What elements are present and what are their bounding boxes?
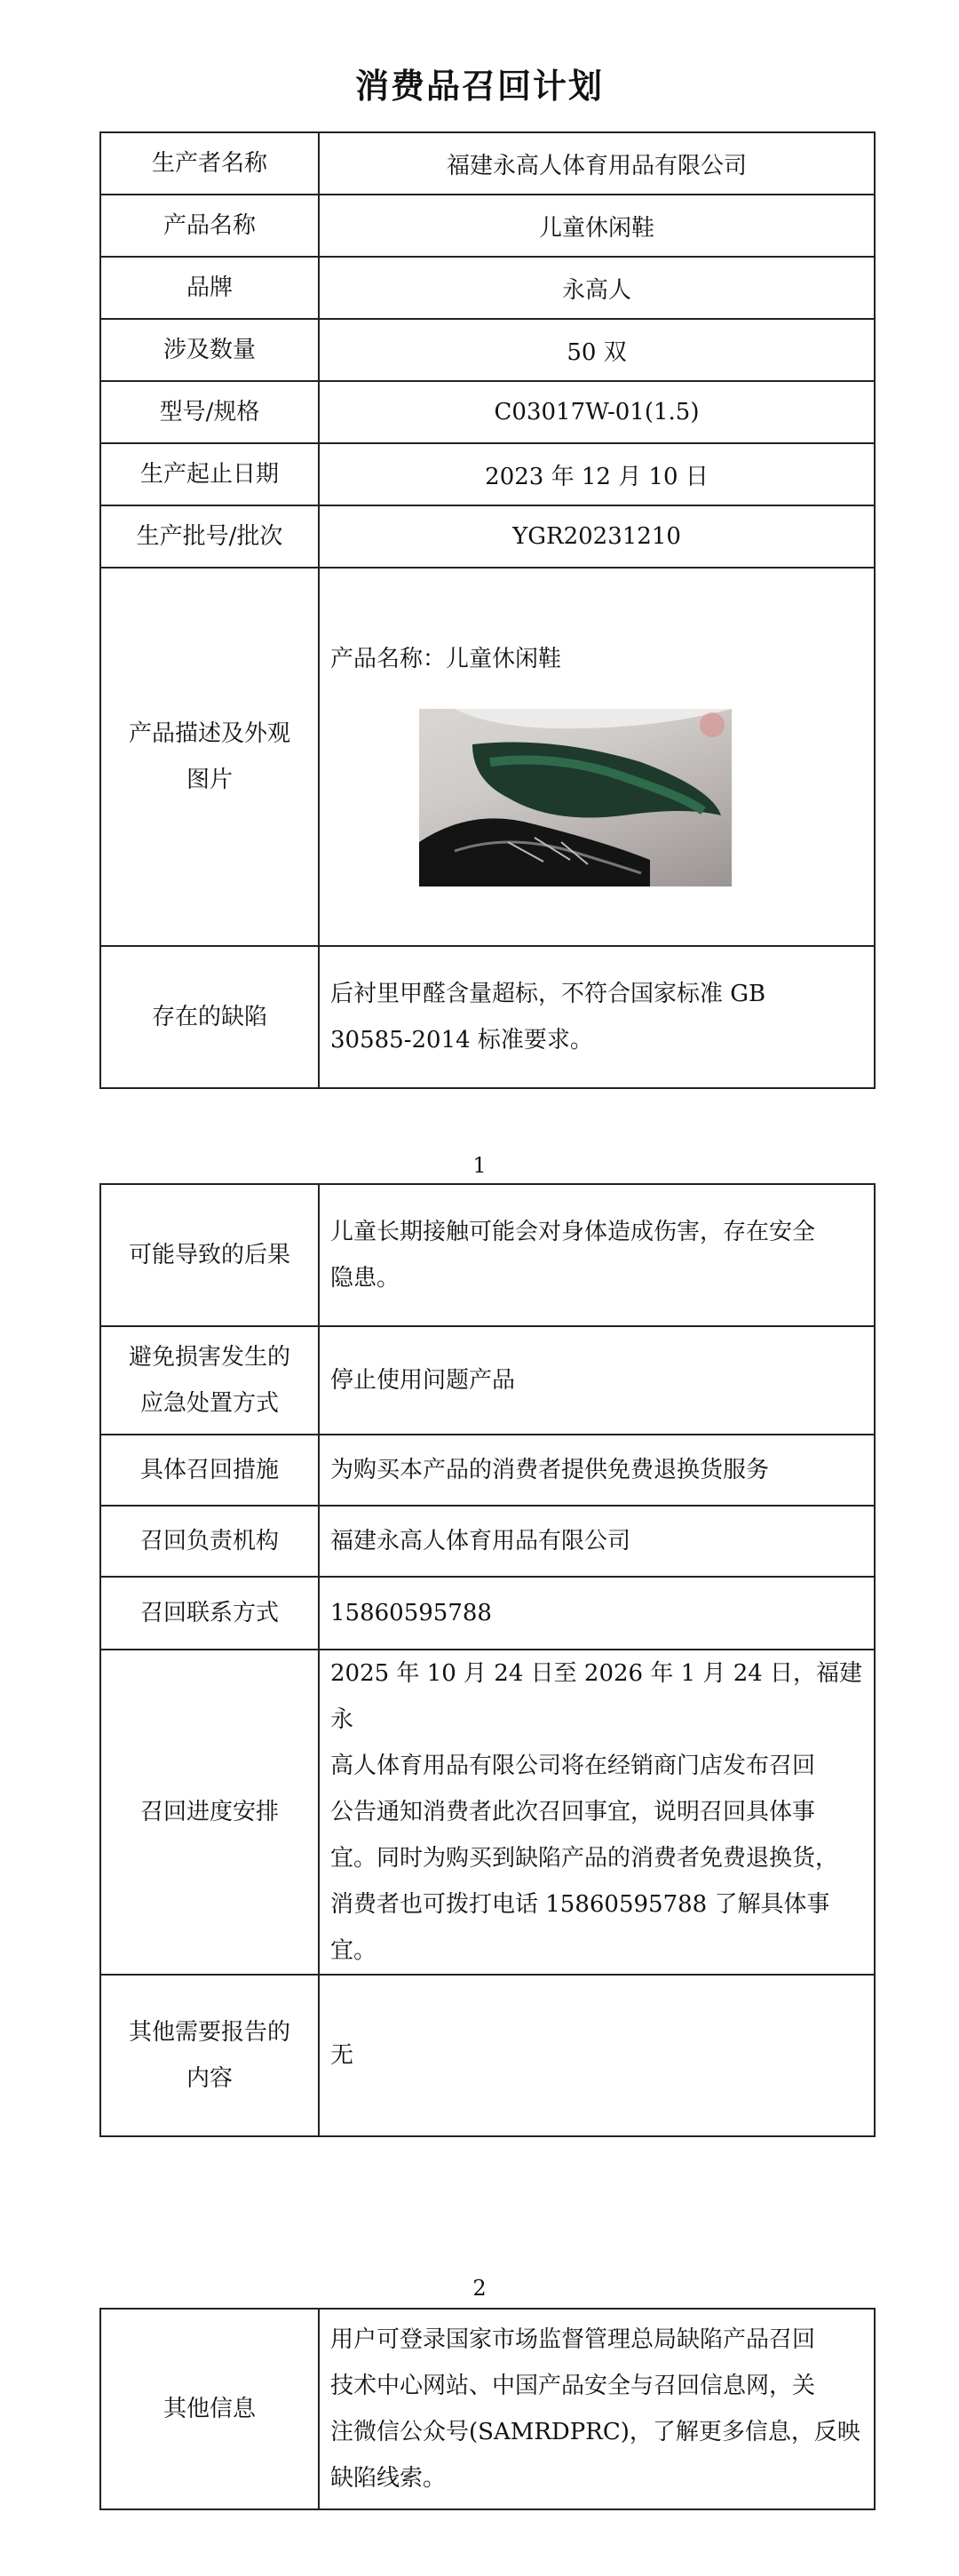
batch-value: YGR20231210 (319, 505, 875, 568)
schedule-line: 2025 年 10 月 24 日至 2026 年 1 月 24 日，福建永 (330, 1660, 863, 1733)
org-label: 召回负责机构 (100, 1506, 319, 1577)
row-manufacturer (100, 132, 875, 195)
consequence-label: 可能导致的后果 (100, 1184, 319, 1326)
schedule-line: 消费者也可拨打电话 15860595788 了解具体事 (330, 1891, 830, 1918)
page-title: 消费品召回计划 (354, 66, 604, 106)
product-name-label: 产品名称 (100, 195, 319, 257)
page-number-1: 1 (472, 1153, 487, 1178)
contact-label: 召回联系方式 (100, 1577, 319, 1650)
consequence-line2: 隐患。 (330, 1265, 400, 1292)
page-number-2: 2 (472, 2276, 487, 2301)
schedule-line: 宜。同时为购买到缺陷产品的消费者免费退换货， (330, 1845, 839, 1872)
row-org (100, 1506, 875, 1577)
other-report-label-line2: 内容 (186, 2065, 233, 2092)
product-description-cell (319, 568, 875, 946)
row-model (100, 381, 875, 443)
production-date-value: 2023 年 12 月 10 日 (319, 443, 875, 505)
brand-value: 永高人 (319, 257, 875, 319)
defect-value (319, 946, 875, 1088)
consequence-value (319, 1184, 875, 1326)
other-info-label: 其他信息 (100, 2309, 319, 2509)
product-description-label-line2: 图片 (186, 767, 233, 793)
measures-value: 为购买本产品的消费者提供免费退换货服务 (319, 1435, 875, 1506)
row-product-description (100, 568, 875, 946)
emergency-label (100, 1326, 319, 1435)
schedule-line: 宜。 (330, 1937, 377, 1964)
row-contact (100, 1577, 875, 1650)
row-defect (100, 946, 875, 1088)
row-production-date (100, 443, 875, 505)
product-description-label (100, 568, 319, 946)
emergency-label-line1: 避免损害发生的 (128, 1344, 290, 1371)
product-photo (419, 709, 732, 886)
measures-label: 具体召回措施 (100, 1435, 319, 1506)
row-other-info (100, 2309, 875, 2509)
defect-line2: 30585-2014 标准要求。 (330, 1027, 593, 1053)
org-value: 福建永高人体育用品有限公司 (319, 1506, 875, 1577)
other-report-value: 无 (319, 1975, 875, 2136)
recall-plan-table (99, 1183, 876, 2137)
manufacturer-value: 福建永高人体育用品有限公司 (319, 132, 875, 195)
other-report-label (100, 1975, 319, 2136)
schedule-line: 高人体育用品有限公司将在经销商门店发布召回 (330, 1753, 816, 1779)
other-info-line: 注微信公众号(SAMRDPRC)，了解更多信息，反映 (330, 2419, 860, 2445)
quantity-label: 涉及数量 (100, 319, 319, 381)
row-schedule (100, 1650, 875, 1975)
other-info-value (319, 2309, 875, 2509)
model-label: 型号/规格 (100, 381, 319, 443)
row-emergency (100, 1326, 875, 1435)
other-info-line: 技术中心网站、中国产品安全与召回信息网，关 (330, 2373, 816, 2399)
schedule-value (319, 1650, 875, 1975)
row-consequence (100, 1184, 875, 1326)
shoe-image (419, 709, 732, 886)
model-value: C03017W-01(1.5) (319, 381, 875, 443)
row-other-report (100, 1975, 875, 2136)
batch-label: 生产批号/批次 (100, 505, 319, 568)
row-product-name (100, 195, 875, 257)
manufacturer-label: 生产者名称 (100, 132, 319, 195)
row-quantity (100, 319, 875, 381)
other-report-label-line1: 其他需要报告的 (128, 2019, 290, 2046)
defect-label: 存在的缺陷 (100, 946, 319, 1088)
other-info-line: 缺陷线索。 (330, 2465, 447, 2492)
emergency-value: 停止使用问题产品 (319, 1326, 875, 1435)
defect-line1: 后衬里甲醛含量超标，不符合国家标准 GB (330, 981, 766, 1007)
emergency-label-line2: 应急处置方式 (139, 1390, 279, 1417)
row-brand (100, 257, 875, 319)
production-date-label: 生产起止日期 (100, 443, 319, 505)
other-info-table (99, 2308, 876, 2510)
schedule-line: 公告通知消费者此次召回事宜，说明召回具体事 (330, 1799, 816, 1825)
product-name-value: 儿童休闲鞋 (319, 195, 875, 257)
quantity-value: 50 双 (319, 319, 875, 381)
schedule-label: 召回进度安排 (100, 1650, 319, 1975)
other-info-line: 用户可登录国家市场监督管理总局缺陷产品召回 (330, 2326, 816, 2353)
consequence-line1: 儿童长期接触可能会对身体造成伤害，存在安全 (330, 1219, 816, 1245)
recall-info-table (99, 131, 876, 1089)
product-description-label-line1: 产品描述及外观 (128, 720, 290, 747)
product-caption: 产品名称：儿童休闲鞋 (330, 645, 562, 672)
contact-value: 15860595788 (319, 1577, 875, 1650)
brand-label: 品牌 (100, 257, 319, 319)
row-measures (100, 1435, 875, 1506)
row-batch (100, 505, 875, 568)
